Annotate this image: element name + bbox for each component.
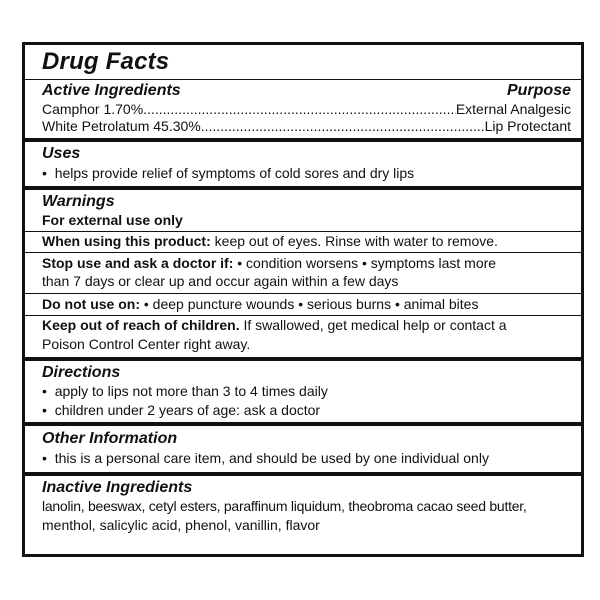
divider — [25, 315, 581, 316]
active-ingredients-heading: Active Ingredients — [42, 82, 181, 99]
active-ingredients-header — [42, 81, 571, 100]
ingredient-name: Camphor 1.70% — [42, 101, 144, 117]
leader-dots — [143, 101, 456, 118]
external-use-warning: For external use only — [42, 212, 183, 228]
section-divider — [25, 472, 581, 476]
warnings-heading: Warnings — [42, 193, 115, 210]
do-not-use-label: Do not use on: — [42, 296, 140, 312]
do-not-use-text: • deep puncture wounds • serious burns • animal bites — [143, 296, 479, 312]
keep-out-label: Keep out of reach of children. — [42, 317, 240, 333]
section-divider — [25, 186, 581, 190]
stop-use-warning — [42, 255, 571, 272]
keep-out-text: If swallowed, get medical help or contact a — [243, 317, 507, 333]
leader-dots — [201, 118, 485, 135]
purpose-heading: Purpose — [506, 82, 571, 99]
divider — [25, 293, 581, 294]
inactive-ingredients-heading: Inactive Ingredients — [42, 479, 193, 496]
other-information-item: • this is a personal care item, and should be used by one individual only — [42, 450, 571, 467]
directions-item: • apply to lips not more than 3 to 4 times daily — [42, 383, 571, 400]
drug-facts-panel — [22, 42, 584, 557]
ingredient-name: White Petrolatum 45.30% — [42, 118, 201, 134]
divider — [25, 252, 581, 253]
page-title: Drug Facts — [42, 48, 170, 75]
directions-heading: Directions — [42, 364, 121, 381]
when-using-text: keep out of eyes. Rinse with water to remove. — [214, 233, 498, 249]
divider — [25, 79, 581, 80]
ingredient-purpose: Lip Protectant — [484, 118, 571, 134]
directions-item: • children under 2 years of age: ask a doctor — [42, 402, 571, 419]
stop-use-text: • condition worsens • symptoms last more — [237, 255, 497, 271]
other-information-heading: Other Information — [42, 430, 178, 447]
ingredient-row — [42, 118, 571, 135]
when-using-label: When using this product: — [42, 233, 211, 249]
stop-use-text-cont: than 7 days or clear up and occur again within a few days — [42, 273, 399, 289]
divider — [25, 231, 581, 232]
ingredient-purpose: External Analgesic — [455, 101, 571, 117]
when-using-warning — [42, 233, 571, 250]
section-divider — [25, 422, 581, 426]
keep-out-warning — [42, 317, 571, 334]
ingredient-row — [42, 101, 571, 118]
uses-item: • helps provide relief of symptoms of cold sores and dry lips — [42, 165, 571, 182]
uses-heading: Uses — [42, 145, 81, 162]
stop-use-label: Stop use and ask a doctor if: — [42, 255, 234, 271]
inactive-ingredients-text: lanolin, beeswax, cetyl esters, paraffinum liquidum, theobroma cacao seed butter, — [42, 498, 527, 514]
do-not-use-warning — [42, 296, 571, 313]
inactive-ingredients-text-cont: menthol, salicylic acid, phenol, vanillin, flavor — [42, 517, 320, 533]
section-divider — [25, 357, 581, 361]
section-divider — [25, 138, 581, 142]
keep-out-text-cont: Poison Control Center right away. — [42, 336, 251, 352]
